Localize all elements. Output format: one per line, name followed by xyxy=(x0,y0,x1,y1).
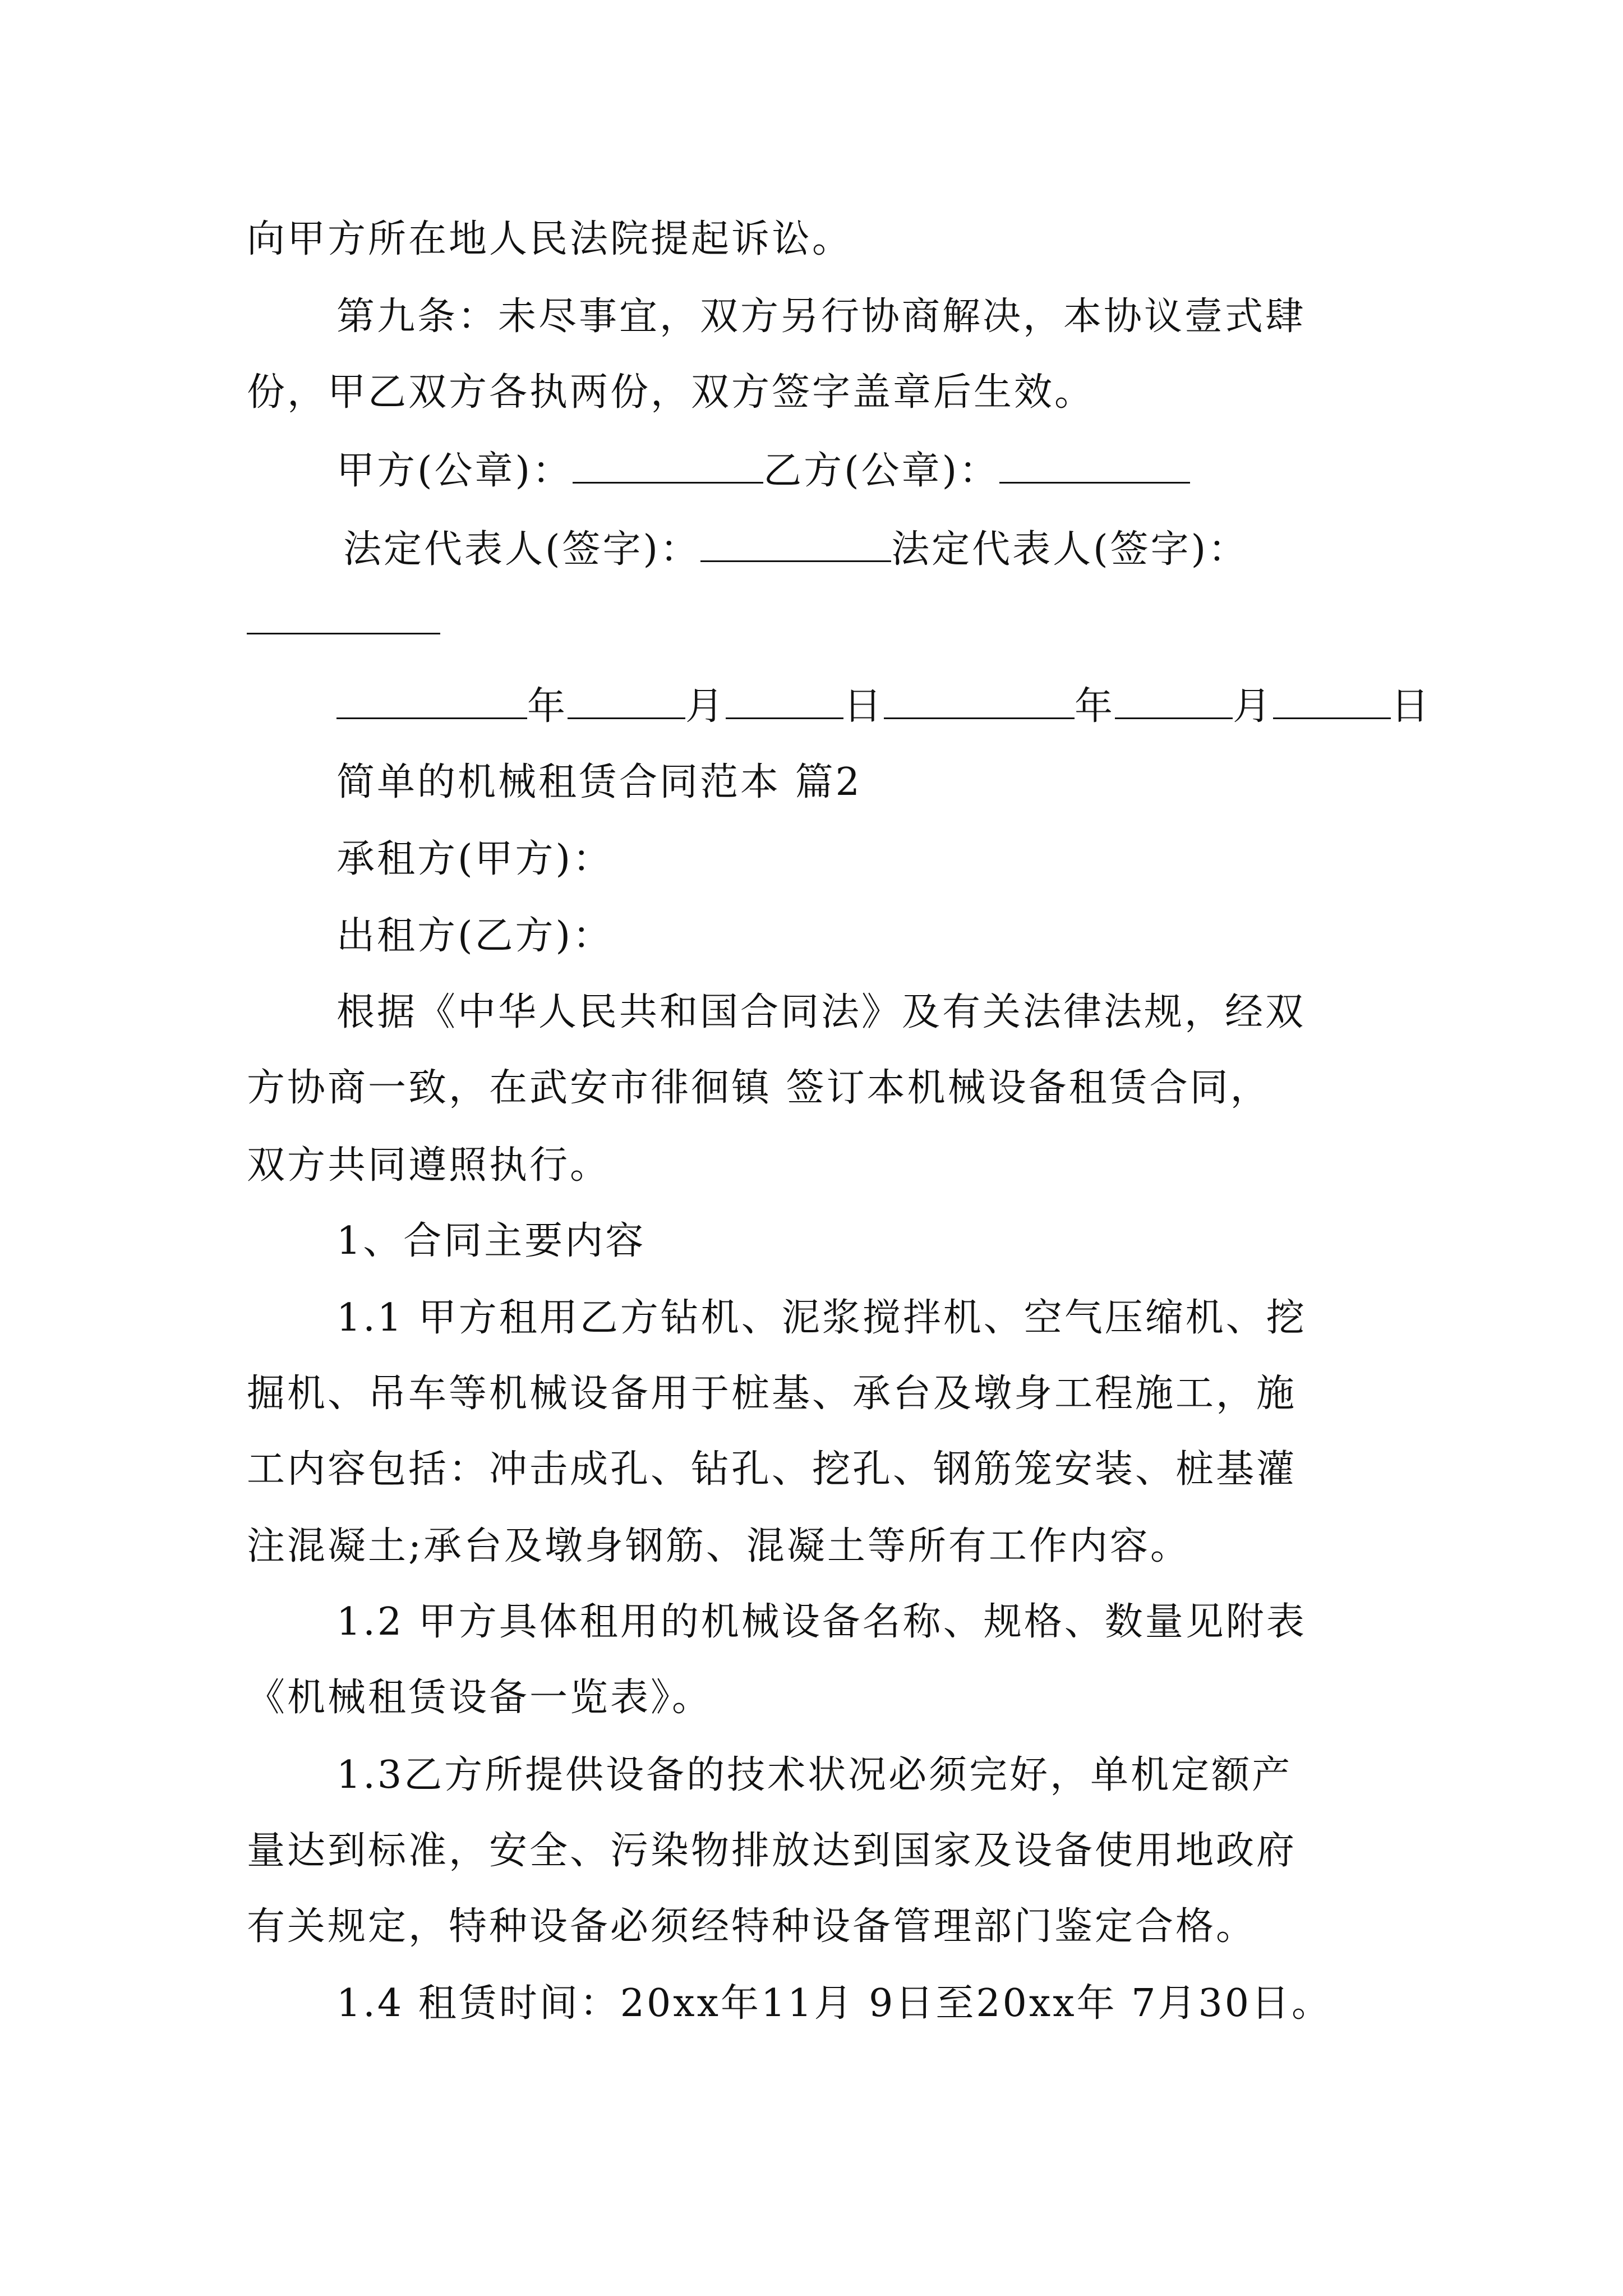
day-label: 日 xyxy=(1391,684,1432,729)
intro-line-2: 方协商一致，在武安市徘徊镇 签订本机械设备租赁合同， xyxy=(247,1066,1271,1110)
clause-1-1-line-1: 1.1 甲方租用乙方钻机、泥浆搅拌机、空气压缩机、挖 xyxy=(336,1296,1307,1340)
day-label: 日 xyxy=(843,684,884,729)
party-b-seal-blank xyxy=(999,448,1190,484)
clause-1-3-line-2: 量达到标准，安全、污染物排放达到国家及设备使用地政府 xyxy=(247,1829,1297,1873)
party-b-day-blank xyxy=(1273,684,1391,719)
section-1-heading: 1、合同主要内容 xyxy=(336,1219,646,1263)
year-label: 年 xyxy=(1075,684,1115,729)
legal-rep-row xyxy=(343,524,1248,575)
year-label: 年 xyxy=(527,684,568,729)
clause-1-3-line-3: 有关规定，特种设备必须经特种设备管理部门鉴定合格。 xyxy=(247,1904,1257,1949)
party-b-legal-rep-label: 法定代表人(签字)： xyxy=(891,527,1249,572)
lessee-line: 承租方(甲方)： xyxy=(336,837,614,881)
lessor-line: 出租方(乙方)： xyxy=(336,914,614,958)
paragraph-line: 向甲方所在地人民法院提起诉讼。 xyxy=(247,217,853,261)
clause-1-1-line-3: 工内容包括：冲击成孔、钻孔、挖孔、钢筋笼安装、桩基灌 xyxy=(247,1447,1297,1492)
party-b-year-blank xyxy=(884,684,1075,719)
clause-1-1-line-2: 掘机、吊车等机械设备用于桩基、承台及墩身工程施工，施 xyxy=(247,1372,1297,1416)
intro-line-3: 双方共同遵照执行。 xyxy=(247,1143,611,1188)
party-a-month-blank xyxy=(568,684,685,719)
clause-1-2-line-2: 《机械租赁设备一览表》。 xyxy=(247,1676,713,1720)
party-a-legal-rep-label: 法定代表人(签字)： xyxy=(343,527,701,572)
clause-1-2-line-1: 1.2 甲方具体租用的机械设备名称、规格、数量见附表 xyxy=(336,1600,1307,1644)
party-a-day-blank xyxy=(726,684,843,719)
article-nine-line-2: 份，甲乙双方各执两份，双方签字盖章后生效。 xyxy=(247,370,1095,415)
date-row xyxy=(336,682,1431,732)
party-a-legal-rep-blank xyxy=(700,527,891,562)
seal-row xyxy=(336,446,1190,496)
intro-line-1: 根据《中华人民共和国合同法》及有关法律法规，经双 xyxy=(336,990,1306,1034)
party-a-seal-blank xyxy=(573,448,763,484)
party-a-seal-label: 甲方(公章)： xyxy=(336,449,573,493)
month-label: 月 xyxy=(1233,684,1274,729)
month-label: 月 xyxy=(685,684,726,729)
party-b-month-blank xyxy=(1115,684,1233,719)
party-b-legal-rep-blank xyxy=(247,633,440,634)
clause-1-3-line-1: 1.3乙方所提供设备的技术状况必须完好，单机定额产 xyxy=(336,1753,1293,1797)
section-heading: 简单的机械租赁合同范本 篇2 xyxy=(336,760,862,804)
party-a-year-blank xyxy=(336,684,527,719)
clause-1-1-line-4: 注混凝土;承台及墩身钢筋、混凝土等所有工作内容。 xyxy=(247,1524,1191,1568)
party-b-seal-label: 乙方(公章)： xyxy=(763,449,1000,493)
article-nine-line-1: 第九条：未尽事宜，双方另行协商解决，本协议壹式肆 xyxy=(336,295,1306,339)
clause-1-4-line: 1.4 租赁时间：20xx年11月 9日至20xx年 7月30日。 xyxy=(336,1981,1332,2026)
